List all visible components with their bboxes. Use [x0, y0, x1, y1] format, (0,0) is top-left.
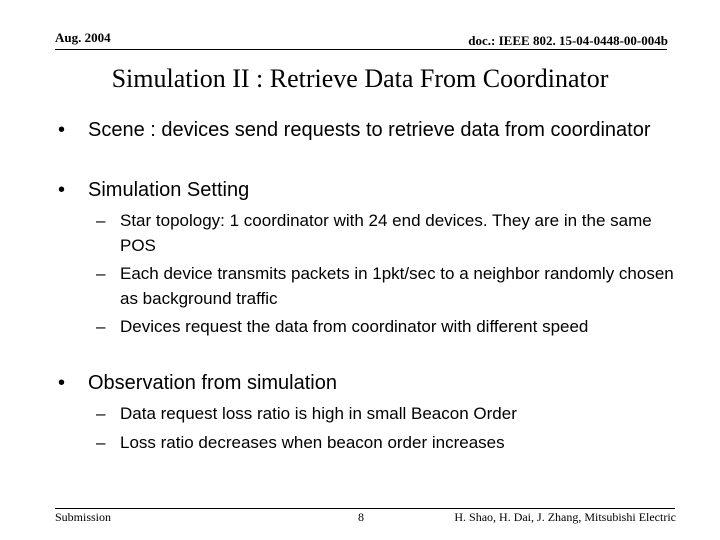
sub-bullet-traffic: [96, 262, 680, 311]
slide-title: Simulation II : Retrieve Data From Coordinator: [111, 64, 609, 93]
bullet-dot-icon: •: [58, 179, 66, 201]
bullet-simulation-setting: [58, 177, 688, 203]
bullet-text: Observation from simulation: [88, 372, 337, 394]
sub-bullet-text: Star topology: 1 coordinator with 24 end devices. They are in the same POS: [120, 211, 652, 255]
sub-bullet-speed: [96, 315, 680, 340]
footer-authors: H. Shao, H. Dai, J. Zhang, Mitsubishi Electric: [454, 510, 676, 524]
page-number: 8: [358, 510, 364, 524]
dash-icon: –: [96, 404, 106, 423]
dash-icon: –: [96, 317, 106, 336]
dash-icon: –: [96, 264, 106, 283]
bullet-dot-icon: •: [58, 372, 66, 394]
footer-submission: Submission: [55, 510, 112, 524]
bullet-text: Simulation Setting: [88, 179, 250, 201]
sub-bullet-topology: [96, 209, 680, 258]
footer-rule: [55, 508, 675, 509]
sub-bullet-text: Each device transmits packets in 1pkt/sec to a neighbor randomly chosen as background traffic: [120, 264, 674, 308]
dash-icon: –: [96, 433, 106, 452]
header-rule: [55, 49, 667, 50]
header-date: Aug. 2004: [55, 30, 111, 45]
sub-bullet-text: Data request loss ratio is high in small Beacon Order: [120, 404, 517, 423]
header-doc-id: doc.: IEEE 802. 15-04-0448-00-004b: [468, 33, 668, 48]
bullet-scene: [58, 117, 688, 143]
bullet-observation: [58, 370, 688, 396]
bullet-text: Scene : devices send requests to retrieve data from coordinator: [88, 119, 651, 141]
sub-bullet-loss-decreases: [96, 431, 680, 456]
bullet-dot-icon: •: [58, 119, 66, 141]
sub-bullet-text: Loss ratio decreases when beacon order increases: [120, 433, 505, 452]
sub-bullet-loss-high: [96, 402, 680, 427]
sub-bullet-text: Devices request the data from coordinator with different speed: [120, 317, 589, 336]
dash-icon: –: [96, 211, 106, 230]
